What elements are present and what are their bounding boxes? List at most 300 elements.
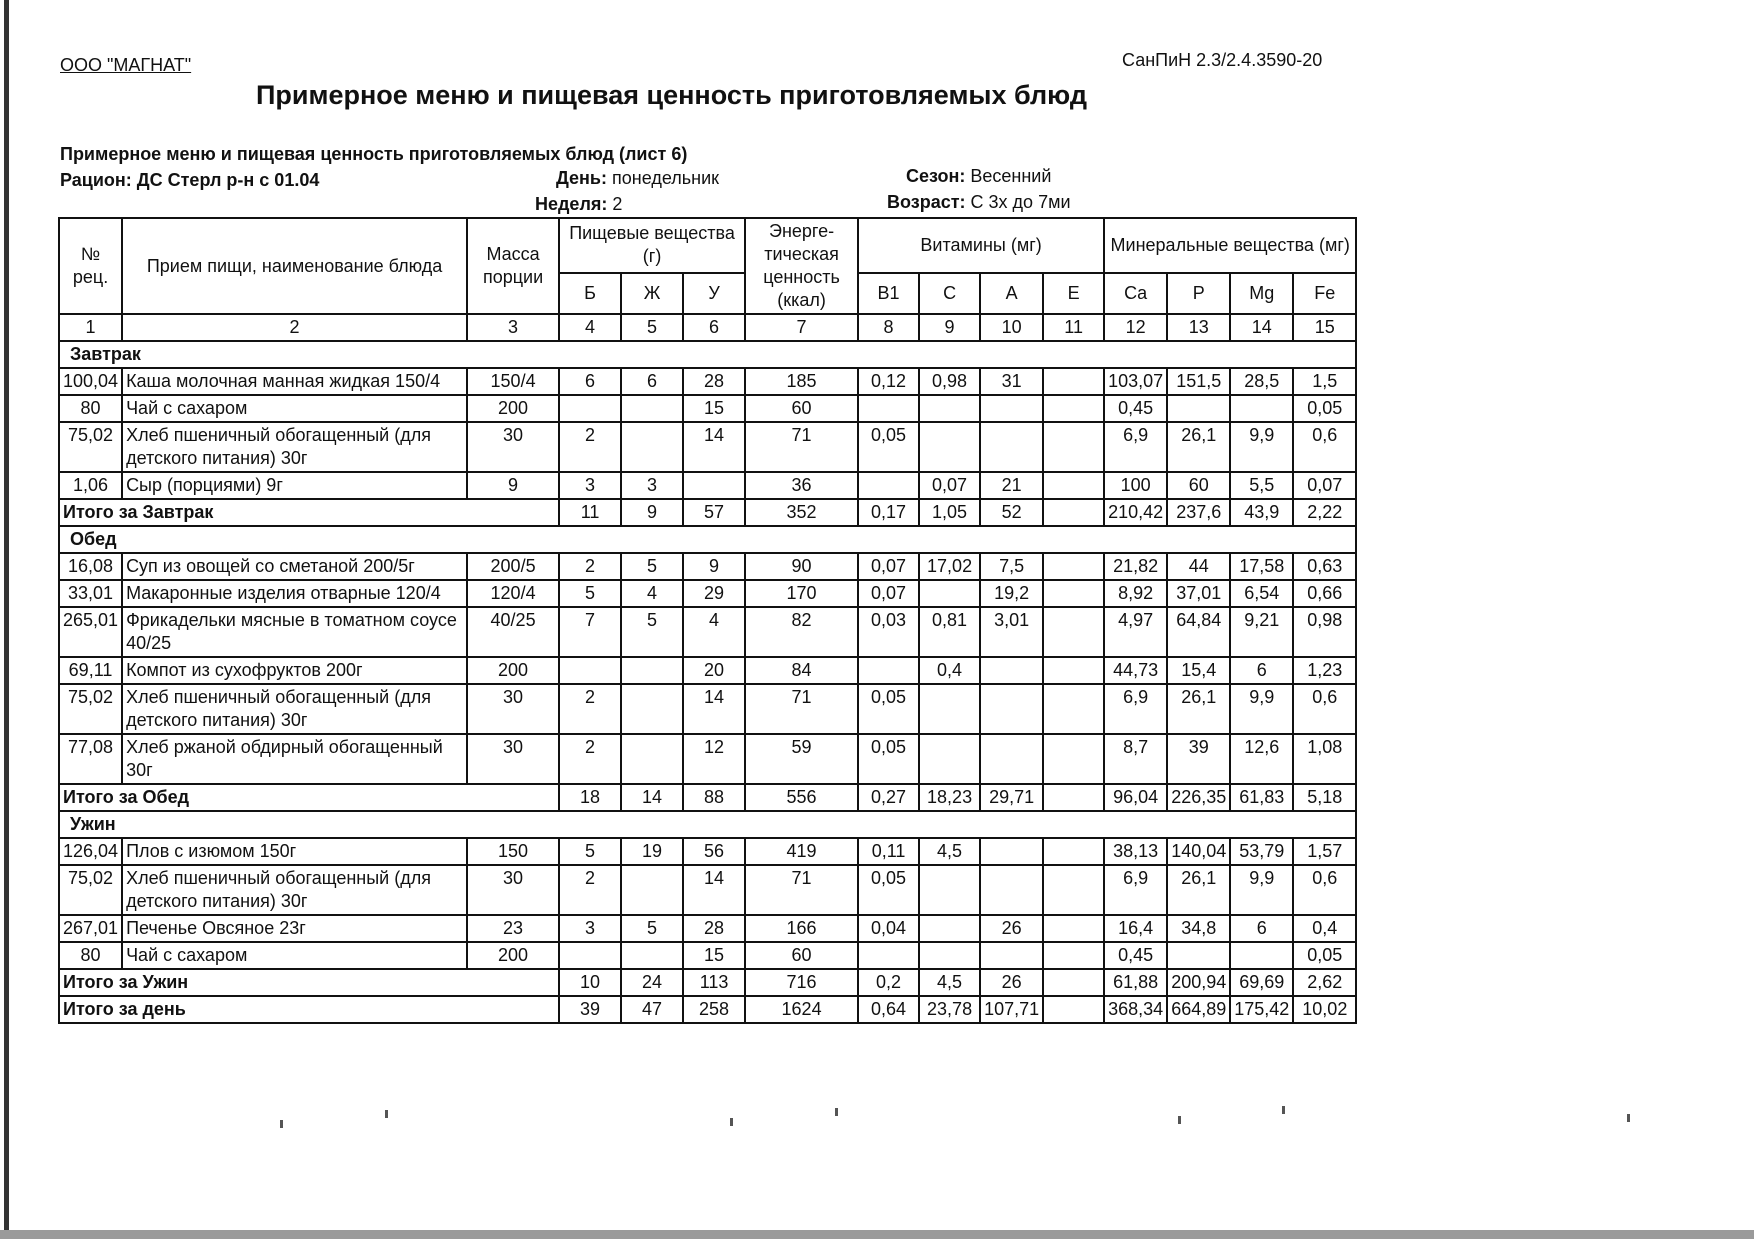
vit-e-cell (1043, 395, 1104, 422)
meal-total-row (59, 784, 1356, 811)
dish-name-cell: Чай с сахаром (122, 942, 467, 969)
fat-cell: 5 (621, 553, 683, 580)
energy-cell: 170 (745, 580, 858, 607)
page-title: Примерное меню и пищевая ценность приготовляемых блюд (256, 80, 1088, 110)
phosphorus-cell: 151,5 (1167, 368, 1230, 395)
energy-cell: 59 (745, 734, 858, 784)
meal-section-title: Ужин (59, 811, 1356, 838)
meal-section-header (59, 526, 1356, 553)
carbs-total-cell: 113 (683, 969, 745, 996)
energy-cell: 82 (745, 607, 858, 657)
recipe-number-cell: 1,06 (59, 472, 122, 499)
vit-b1-cell: 0,03 (858, 607, 919, 657)
iron-cell: 1,08 (1293, 734, 1356, 784)
vit-e-cell (1043, 580, 1104, 607)
protein-cell (559, 657, 621, 684)
protein-cell: 2 (559, 553, 621, 580)
column-number: 9 (919, 314, 980, 341)
magnesium-total-cell: 43,9 (1230, 499, 1293, 526)
header-minerals: Минеральные вещества (мг) (1104, 218, 1356, 273)
table-row (59, 422, 1356, 472)
meal-section-header (59, 811, 1356, 838)
portion-mass-cell: 30 (467, 734, 559, 784)
age-label: Возраст: (887, 192, 966, 212)
energy-day-total-cell: 1624 (745, 996, 858, 1023)
energy-cell: 90 (745, 553, 858, 580)
protein-cell (559, 395, 621, 422)
vit-e-cell (1043, 607, 1104, 657)
carbs-cell: 28 (683, 368, 745, 395)
fat-cell (621, 684, 683, 734)
vit-a-day-total-cell: 107,71 (980, 996, 1043, 1023)
recipe-number-cell: 100,04 (59, 368, 122, 395)
protein-cell: 5 (559, 838, 621, 865)
scan-speck (835, 1108, 838, 1116)
vit-c-cell (919, 942, 980, 969)
iron-cell: 0,63 (1293, 553, 1356, 580)
week-label: Неделя: (535, 194, 608, 214)
portion-mass-cell: 30 (467, 865, 559, 915)
calcium-cell: 6,9 (1104, 684, 1167, 734)
portion-mass-cell: 200/5 (467, 553, 559, 580)
ration-field (60, 170, 319, 191)
table-row (59, 734, 1356, 784)
vit-e-cell (1043, 915, 1104, 942)
season-value: Весенний (970, 166, 1052, 186)
vit-e-cell (1043, 553, 1104, 580)
vit-a-cell (980, 942, 1043, 969)
phosphorus-cell (1167, 942, 1230, 969)
protein-day-total-cell: 39 (559, 996, 621, 1023)
carbs-cell: 4 (683, 607, 745, 657)
portion-mass-cell: 23 (467, 915, 559, 942)
vit-e-cell (1043, 684, 1104, 734)
calcium-cell: 4,97 (1104, 607, 1167, 657)
magnesium-cell: 9,9 (1230, 422, 1293, 472)
header-vit-c: C (919, 273, 980, 314)
dish-name-cell: Суп из овощей со сметаной 200/5г (122, 553, 467, 580)
vit-e-cell (1043, 942, 1104, 969)
header-vit-e: E (1043, 273, 1104, 314)
dish-name-cell: Фрикадельки мясные в томатном соусе 40/25 (122, 607, 467, 657)
header-phosphorus: P (1167, 273, 1230, 314)
iron-cell: 0,6 (1293, 422, 1356, 472)
column-number: 15 (1293, 314, 1356, 341)
protein-cell: 2 (559, 734, 621, 784)
vit-b1-cell: 0,07 (858, 553, 919, 580)
vit-b1-cell (858, 472, 919, 499)
vit-b1-cell (858, 395, 919, 422)
header-vitamins: Витамины (мг) (858, 218, 1104, 273)
calcium-total-cell: 96,04 (1104, 784, 1167, 811)
fat-cell (621, 657, 683, 684)
header-dish-name: Прием пищи, наименование блюда (122, 218, 467, 314)
iron-day-total-cell: 10,02 (1293, 996, 1356, 1023)
dish-name-cell: Чай с сахаром (122, 395, 467, 422)
fat-total-cell: 14 (621, 784, 683, 811)
header-portion-mass: Масса порции (467, 218, 559, 314)
phosphorus-cell: 140,04 (1167, 838, 1230, 865)
carbs-cell: 56 (683, 838, 745, 865)
calcium-cell: 8,7 (1104, 734, 1167, 784)
magnesium-cell: 9,9 (1230, 865, 1293, 915)
menu-table (58, 217, 1357, 1024)
iron-cell: 0,05 (1293, 942, 1356, 969)
portion-mass-cell: 120/4 (467, 580, 559, 607)
dish-name-cell: Плов с изюмом 150г (122, 838, 467, 865)
calcium-cell: 0,45 (1104, 395, 1167, 422)
scan-speck (1627, 1114, 1630, 1122)
iron-cell: 0,07 (1293, 472, 1356, 499)
vit-c-cell (919, 915, 980, 942)
recipe-number-cell: 16,08 (59, 553, 122, 580)
scan-speck (730, 1118, 733, 1126)
protein-cell: 2 (559, 865, 621, 915)
recipe-number-cell: 80 (59, 395, 122, 422)
season-field (906, 166, 1051, 187)
table-row (59, 865, 1356, 915)
vit-a-cell (980, 838, 1043, 865)
header-calcium: Ca (1104, 273, 1167, 314)
magnesium-cell: 17,58 (1230, 553, 1293, 580)
magnesium-total-cell: 61,83 (1230, 784, 1293, 811)
vit-c-cell: 0,4 (919, 657, 980, 684)
header-carbs: У (683, 273, 745, 314)
magnesium-day-total-cell: 175,42 (1230, 996, 1293, 1023)
table-row (59, 472, 1356, 499)
vit-a-cell (980, 657, 1043, 684)
energy-cell: 185 (745, 368, 858, 395)
column-number: 12 (1104, 314, 1167, 341)
iron-cell: 0,66 (1293, 580, 1356, 607)
magnesium-cell: 9,21 (1230, 607, 1293, 657)
carbs-cell: 12 (683, 734, 745, 784)
vit-a-cell: 31 (980, 368, 1043, 395)
vit-b1-cell: 0,05 (858, 734, 919, 784)
energy-cell: 84 (745, 657, 858, 684)
dish-name-cell: Компот из сухофруктов 200г (122, 657, 467, 684)
carbs-day-total-cell: 258 (683, 996, 745, 1023)
protein-total-cell: 11 (559, 499, 621, 526)
magnesium-cell (1230, 395, 1293, 422)
carbs-total-cell: 88 (683, 784, 745, 811)
phosphorus-cell: 60 (1167, 472, 1230, 499)
vit-b1-cell: 0,05 (858, 422, 919, 472)
fat-cell (621, 865, 683, 915)
energy-cell: 419 (745, 838, 858, 865)
protein-total-cell: 10 (559, 969, 621, 996)
vit-e-cell (1043, 368, 1104, 395)
iron-total-cell: 2,62 (1293, 969, 1356, 996)
vit-a-cell (980, 422, 1043, 472)
portion-mass-cell: 200 (467, 942, 559, 969)
magnesium-cell (1230, 942, 1293, 969)
carbs-cell: 14 (683, 684, 745, 734)
vit-b1-cell: 0,05 (858, 684, 919, 734)
meal-section-title: Завтрак (59, 341, 1356, 368)
header-vit-a: A (980, 273, 1043, 314)
carbs-total-cell: 57 (683, 499, 745, 526)
energy-cell: 36 (745, 472, 858, 499)
protein-cell: 7 (559, 607, 621, 657)
table-row (59, 915, 1356, 942)
phosphorus-total-cell: 200,94 (1167, 969, 1230, 996)
carbs-cell: 14 (683, 422, 745, 472)
vit-c-cell (919, 580, 980, 607)
phosphorus-cell: 44 (1167, 553, 1230, 580)
dish-name-cell: Хлеб пшеничный обогащенный (для детского питания) 30г (122, 865, 467, 915)
column-number: 5 (621, 314, 683, 341)
age-field (887, 192, 1071, 213)
column-number: 4 (559, 314, 621, 341)
calcium-total-cell: 210,42 (1104, 499, 1167, 526)
calcium-day-total-cell: 368,34 (1104, 996, 1167, 1023)
vit-b1-total-cell: 0,2 (858, 969, 919, 996)
protein-cell: 3 (559, 472, 621, 499)
energy-cell: 60 (745, 395, 858, 422)
day-value: понедельник (612, 168, 719, 188)
day-total-row (59, 996, 1356, 1023)
vit-a-cell (980, 734, 1043, 784)
carbs-cell: 20 (683, 657, 745, 684)
column-number-row (59, 314, 1356, 341)
fat-cell: 4 (621, 580, 683, 607)
magnesium-total-cell: 69,69 (1230, 969, 1293, 996)
dish-name-cell: Сыр (порциями) 9г (122, 472, 467, 499)
vit-e-day-total-cell (1043, 996, 1104, 1023)
vit-a-cell (980, 684, 1043, 734)
vit-a-cell (980, 865, 1043, 915)
vit-e-cell (1043, 865, 1104, 915)
fat-cell: 19 (621, 838, 683, 865)
scan-speck (1178, 1116, 1181, 1124)
vit-e-cell (1043, 734, 1104, 784)
portion-mass-cell: 150 (467, 838, 559, 865)
header-fat: Ж (621, 273, 683, 314)
carbs-cell (683, 472, 745, 499)
vit-e-total-cell (1043, 784, 1104, 811)
iron-cell: 1,57 (1293, 838, 1356, 865)
meal-total-label: Итого за Ужин (59, 969, 559, 996)
magnesium-cell: 53,79 (1230, 838, 1293, 865)
meal-section-title: Обед (59, 526, 1356, 553)
scan-speck (1282, 1106, 1285, 1114)
vit-a-cell: 7,5 (980, 553, 1043, 580)
phosphorus-day-total-cell: 664,89 (1167, 996, 1230, 1023)
vit-e-cell (1043, 422, 1104, 472)
phosphorus-cell: 34,8 (1167, 915, 1230, 942)
day-label: День: (556, 168, 607, 188)
dish-name-cell: Хлеб пшеничный обогащенный (для детского питания) 30г (122, 422, 467, 472)
iron-cell: 0,4 (1293, 915, 1356, 942)
season-label: Сезон: (906, 166, 966, 186)
table-row (59, 368, 1356, 395)
fat-cell (621, 422, 683, 472)
protein-cell: 2 (559, 684, 621, 734)
iron-total-cell: 2,22 (1293, 499, 1356, 526)
header-vit-b1: B1 (858, 273, 919, 314)
iron-cell: 1,23 (1293, 657, 1356, 684)
column-number: 3 (467, 314, 559, 341)
energy-total-cell: 352 (745, 499, 858, 526)
scan-speck (385, 1110, 388, 1118)
vit-e-total-cell (1043, 499, 1104, 526)
carbs-cell: 9 (683, 553, 745, 580)
dish-name-cell: Хлеб ржаной обдирный обогащенный 30г (122, 734, 467, 784)
portion-mass-cell: 40/25 (467, 607, 559, 657)
table-row (59, 942, 1356, 969)
magnesium-cell: 28,5 (1230, 368, 1293, 395)
magnesium-cell: 9,9 (1230, 684, 1293, 734)
calcium-cell: 6,9 (1104, 865, 1167, 915)
header-protein: Б (559, 273, 621, 314)
magnesium-cell: 12,6 (1230, 734, 1293, 784)
vit-b1-cell: 0,11 (858, 838, 919, 865)
table-body (59, 341, 1356, 1023)
fat-day-total-cell: 47 (621, 996, 683, 1023)
vit-b1-cell: 0,04 (858, 915, 919, 942)
iron-cell: 1,5 (1293, 368, 1356, 395)
vit-e-cell (1043, 657, 1104, 684)
portion-mass-cell: 30 (467, 422, 559, 472)
week-value: 2 (612, 194, 623, 214)
ration-label: Рацион: (60, 170, 132, 190)
vit-c-cell (919, 734, 980, 784)
phosphorus-total-cell: 237,6 (1167, 499, 1230, 526)
energy-cell: 71 (745, 422, 858, 472)
iron-cell: 0,05 (1293, 395, 1356, 422)
phosphorus-cell: 26,1 (1167, 684, 1230, 734)
vit-e-cell (1043, 472, 1104, 499)
table-row (59, 838, 1356, 865)
vit-a-cell: 19,2 (980, 580, 1043, 607)
header-recipe-number: № рец. (59, 218, 122, 314)
recipe-number-cell: 75,02 (59, 865, 122, 915)
week-field (535, 194, 622, 215)
vit-e-total-cell (1043, 969, 1104, 996)
column-number: 7 (745, 314, 858, 341)
organization-name: ООО "МАГНАТ" (60, 55, 192, 75)
table-row (59, 580, 1356, 607)
energy-cell: 166 (745, 915, 858, 942)
calcium-cell: 6,9 (1104, 422, 1167, 472)
table-row (59, 553, 1356, 580)
recipe-number-cell: 267,01 (59, 915, 122, 942)
protein-cell: 5 (559, 580, 621, 607)
calcium-cell: 44,73 (1104, 657, 1167, 684)
fat-cell: 6 (621, 368, 683, 395)
phosphorus-cell: 26,1 (1167, 422, 1230, 472)
iron-total-cell: 5,18 (1293, 784, 1356, 811)
portion-mass-cell: 9 (467, 472, 559, 499)
fat-cell: 3 (621, 472, 683, 499)
energy-cell: 71 (745, 684, 858, 734)
vit-a-cell: 26 (980, 915, 1043, 942)
portion-mass-cell: 200 (467, 395, 559, 422)
recipe-number-cell: 77,08 (59, 734, 122, 784)
carbs-cell: 28 (683, 915, 745, 942)
column-number: 8 (858, 314, 919, 341)
dish-name-cell: Макаронные изделия отварные 120/4 (122, 580, 467, 607)
header-magnesium: Mg (1230, 273, 1293, 314)
day-total-label: Итого за день (59, 996, 559, 1023)
recipe-number-cell: 126,04 (59, 838, 122, 865)
vit-b1-total-cell: 0,17 (858, 499, 919, 526)
protein-cell: 6 (559, 368, 621, 395)
fat-cell (621, 734, 683, 784)
vit-c-cell (919, 684, 980, 734)
calcium-cell: 8,92 (1104, 580, 1167, 607)
calcium-total-cell: 61,88 (1104, 969, 1167, 996)
calcium-cell: 0,45 (1104, 942, 1167, 969)
energy-cell: 60 (745, 942, 858, 969)
carbs-cell: 14 (683, 865, 745, 915)
meal-total-row (59, 969, 1356, 996)
column-number: 1 (59, 314, 122, 341)
table-row (59, 684, 1356, 734)
ration-value: ДС Стерл р-н с 01.04 (136, 170, 320, 190)
vit-a-cell: 3,01 (980, 607, 1043, 657)
header-iron: Fe (1293, 273, 1356, 314)
column-number: 11 (1043, 314, 1104, 341)
phosphorus-cell: 26,1 (1167, 865, 1230, 915)
vit-a-total-cell: 26 (980, 969, 1043, 996)
calcium-cell: 21,82 (1104, 553, 1167, 580)
vit-b1-cell (858, 657, 919, 684)
fat-cell (621, 942, 683, 969)
column-number: 6 (683, 314, 745, 341)
phosphorus-cell (1167, 395, 1230, 422)
dish-name-cell: Каша молочная манная жидкая 150/4 (122, 368, 467, 395)
energy-total-cell: 716 (745, 969, 858, 996)
dish-name-cell: Хлеб пшеничный обогащенный (для детского питания) 30г (122, 684, 467, 734)
fat-total-cell: 24 (621, 969, 683, 996)
header-energy: Энерге-тическая ценность (ккал) (745, 218, 858, 314)
column-number: 10 (980, 314, 1043, 341)
portion-mass-cell: 30 (467, 684, 559, 734)
vit-c-day-total-cell: 23,78 (919, 996, 980, 1023)
vit-b1-cell: 0,05 (858, 865, 919, 915)
vit-b1-day-total-cell: 0,64 (858, 996, 919, 1023)
recipe-number-cell: 75,02 (59, 422, 122, 472)
recipe-number-cell: 33,01 (59, 580, 122, 607)
vit-c-total-cell: 4,5 (919, 969, 980, 996)
scan-edge-bottom (0, 1230, 1754, 1239)
energy-total-cell: 556 (745, 784, 858, 811)
vit-b1-cell: 0,12 (858, 368, 919, 395)
calcium-cell: 100 (1104, 472, 1167, 499)
protein-total-cell: 18 (559, 784, 621, 811)
column-number: 2 (122, 314, 467, 341)
iron-cell: 0,6 (1293, 684, 1356, 734)
header-nutrients: Пищевые вещества (г) (559, 218, 745, 273)
fat-cell: 5 (621, 915, 683, 942)
fat-cell: 5 (621, 607, 683, 657)
table-row (59, 607, 1356, 657)
day-field (556, 168, 719, 189)
vit-c-cell: 0,07 (919, 472, 980, 499)
age-value: С 3х до 7ми (970, 192, 1071, 212)
sheet-subtitle: Примерное меню и пищевая ценность приготовляемых блюд (лист 6) (60, 144, 688, 164)
calcium-cell: 38,13 (1104, 838, 1167, 865)
portion-mass-cell: 150/4 (467, 368, 559, 395)
recipe-number-cell: 265,01 (59, 607, 122, 657)
magnesium-cell: 6,54 (1230, 580, 1293, 607)
phosphorus-cell: 37,01 (1167, 580, 1230, 607)
iron-cell: 0,98 (1293, 607, 1356, 657)
carbs-cell: 15 (683, 942, 745, 969)
vit-a-cell: 21 (980, 472, 1043, 499)
